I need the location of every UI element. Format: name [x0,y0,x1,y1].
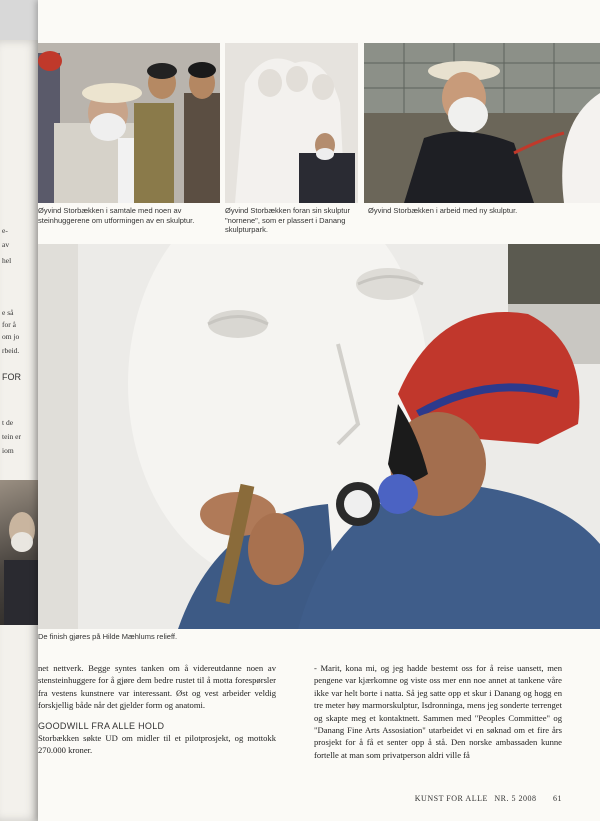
group-of-carvers-image [38,43,220,203]
caption-photo-working: Øyvind Storbækken i arbeid med ny skulptur. [368,206,518,215]
bearded-man-photo [0,480,40,625]
left-page [0,40,40,821]
left-text-fragment: av [2,240,10,249]
page-footer [415,794,562,803]
nornene-sculpture-image [225,43,358,203]
relief-carving-image [38,244,600,629]
left-page-photo [0,480,40,625]
caption-photo-statue: Øyvind Storbækken foran sin skulptur "nornene", som er plassert i Danang skulpturpark. [225,206,351,234]
left-text-fragment: for å [2,320,16,329]
left-text-fragment: e så [2,308,14,317]
left-text-fragment: e- [2,226,8,235]
caption-main-photo: De finish gjøres på Hilde Mæhlums relieff. [38,632,178,641]
left-text-fragment: t de [2,418,14,427]
left-text-fragment: rbeid. [2,346,20,355]
main-photo-relief [38,244,600,629]
photo-statue [225,43,358,203]
body-paragraph: - Marit, kona mi, og jeg hadde bestemt oss for å reise uansett, men pengene var kjærkomne og viste oss mer enn noe annet at tankene våre ikke var helt borte i natta. Så jeg satte opp et skur i Danang og hogg en tre meter høy marmorskulptur, Isdronninga, mens jeg sonderte terrenget og skapte meg et kontaktnett. Sammen med "Peoples Committee" og "Danang Fine Arts Assosiation" utarbeidet vi en søknad om et fire års prosjekt for å få et senter opp å stå. Den norske ambassaden kunne fortelle at man som privatperson aldri ville få [314,663,562,760]
body-paragraph: Storbækken søkte UD om midler til et pilotprosjekt, og mottokk 270.000 kroner. [38,733,276,756]
photo-conversation [38,43,220,203]
body-paragraph: net nettverk. Begge syntes tanken om å videreutdanne noen av stensteinhuggere for å gjøre dem bedre rustet til å motta forespørsler fra vestens kunstnere var interessant. Øst og vest arbeider veldig forskjellig både når det gjelder form og anatomi. [38,663,276,711]
left-text-fragment: om jo [2,332,20,341]
working-on-sculpture-image [364,43,600,203]
page-number: 61 [553,794,562,803]
section-heading: GOODWILL FRA ALLE HOLD [38,720,165,731]
left-text-fragment: tein er [2,432,21,441]
left-text-fragment: iom [2,446,14,455]
caption-photo-conversation: Øyvind Storbækken i samtale med noen av steinhuggerene om utformingen av en skulptur. [38,206,195,225]
text-column-2 [314,662,562,761]
photo-working [364,43,600,203]
issue-number: NR. 5 2008 [494,794,537,803]
magazine-name: KUNST FOR ALLE [414,794,488,803]
left-text-fragment: hel [2,256,12,265]
right-page [38,0,600,821]
text-column-1 [38,662,276,757]
left-text-fragment: FOR [2,372,21,382]
